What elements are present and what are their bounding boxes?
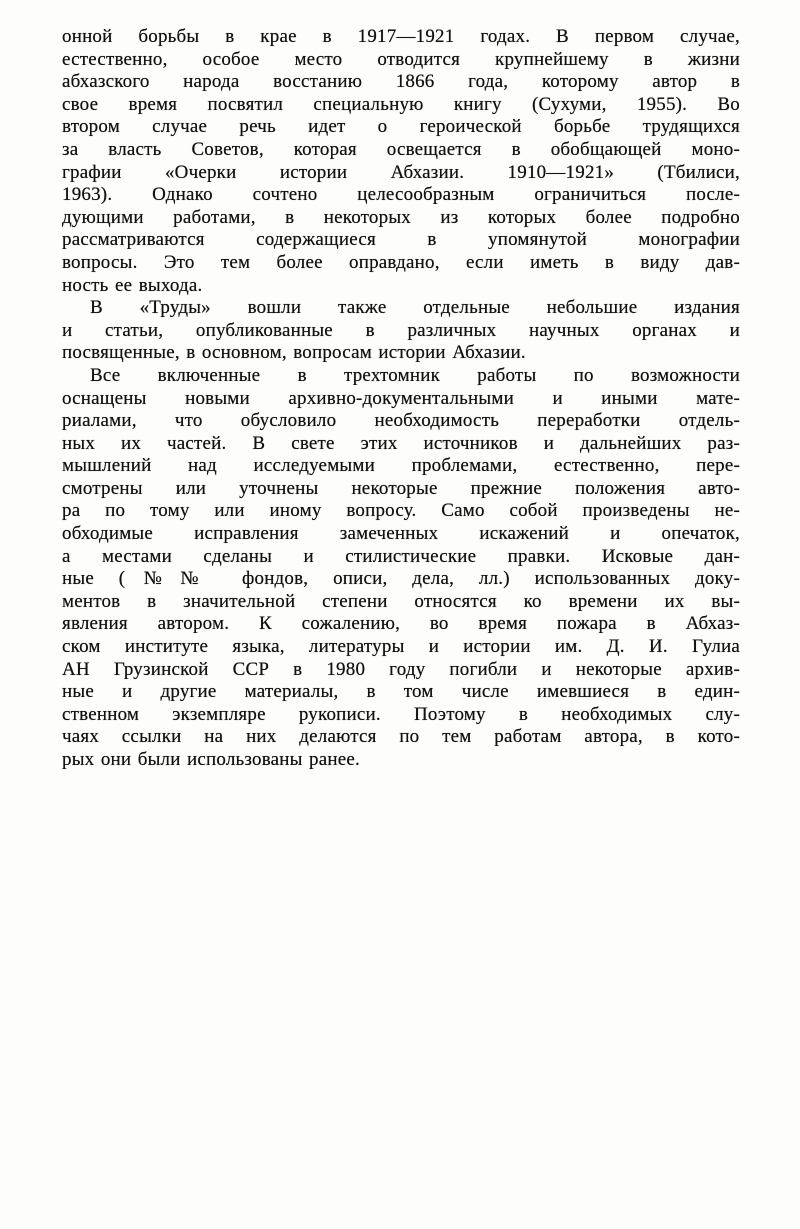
text-line: ность ее выхода. bbox=[62, 274, 203, 296]
text-line: ментов в значительной степени относятся ко времени их вы- bbox=[62, 590, 740, 612]
paragraph bbox=[62, 365, 740, 772]
text-line: ственном экземпляре рукописи. Поэтому в необходимых слу- bbox=[62, 703, 740, 725]
text-line: ра по тому или иному вопросу. Само собой произведены не- bbox=[62, 500, 740, 522]
text-line: явления автором. К сожалению, во время пожара в Абхаз- bbox=[62, 613, 740, 635]
text-line: смотрены или уточнены некоторые прежние положения авто- bbox=[62, 477, 740, 499]
text-line: рых они были использованы ранее. bbox=[62, 749, 360, 770]
text-block bbox=[62, 26, 740, 772]
text-line: обходимые исправления замеченных искажений и опечаток, bbox=[62, 523, 740, 545]
text-line: ные и другие материалы, в том числе имевшиеся в един- bbox=[62, 681, 740, 703]
text-line: Все включенные в трехтомник работы по возможности bbox=[90, 364, 740, 386]
text-line: мышлений над исследуемыми проблемами, естественно, пере- bbox=[62, 455, 740, 477]
text-line: риалами, что обусловило необходимость переработки отдель- bbox=[62, 410, 740, 432]
text-line: абхазского народа восстанию 1866 года, которому автор в bbox=[62, 71, 740, 93]
text-line: чаях ссылки на них делаются по тем работам автора, в кото- bbox=[62, 726, 740, 748]
text-line: АН Грузинской ССР в 1980 году погибли и некоторые архив- bbox=[62, 658, 740, 680]
text-line: втором случае речь идет о героической борьбе трудящихся bbox=[62, 116, 740, 138]
text-line: 1963). Однако сочтено целесообразным ограничиться после- bbox=[62, 184, 740, 206]
text-line: оснащены новыми архивно-документальными и иными мате- bbox=[62, 387, 740, 409]
paragraph bbox=[62, 297, 740, 365]
text-line: дующими работами, в некоторых из которых более подробно bbox=[62, 206, 740, 228]
text-line: В «Труды» вошли также отдельные небольшие издания bbox=[90, 297, 740, 319]
text-line: свое время посвятил специальную книгу (Сухуми, 1955). Во bbox=[62, 93, 740, 115]
text-line: а местами сделаны и стилистические правки. Исковые дан- bbox=[62, 545, 740, 567]
text-line: ском институте языка, литературы и истории им. Д. И. Гулиа bbox=[62, 636, 740, 658]
text-line: вопросы. Это тем более оправдано, если иметь в виду дав- bbox=[62, 251, 740, 273]
text-line: ных их частей. В свете этих источников и дальнейших раз- bbox=[62, 432, 740, 454]
text-line: рассматриваются содержащиеся в упомянутой монографии bbox=[62, 229, 740, 251]
text-line: графии «Очерки истории Абхазии. 1910—1921» (Тбилиси, bbox=[62, 161, 740, 183]
text-line: ные (№№ фондов, описи, дела, лл.) использованных доку- bbox=[62, 568, 740, 590]
text-line: онной борьбы в крае в 1917—1921 годах. В первом случае, bbox=[62, 26, 740, 47]
text-line: и статьи, опубликованные в различных научных органах и bbox=[62, 319, 740, 341]
text-line: естественно, особое место отводится крупнейшему в жизни bbox=[62, 48, 740, 70]
paragraph bbox=[62, 26, 740, 297]
text-line: за власть Советов, которая освещается в обобщающей моно- bbox=[62, 138, 740, 160]
text-line: посвященные, в основном, вопросам истории Абхазии. bbox=[62, 342, 526, 364]
